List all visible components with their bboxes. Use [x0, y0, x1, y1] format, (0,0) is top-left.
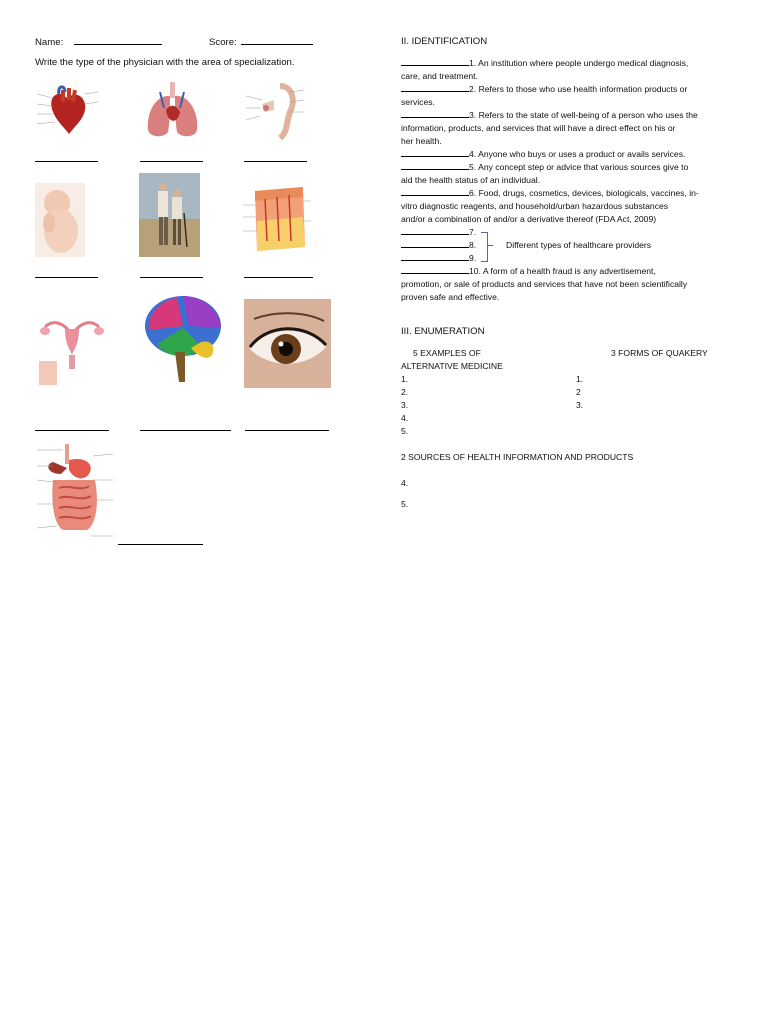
ident-item-10-cont: proven safe and effective.	[401, 292, 500, 302]
col2-list	[576, 373, 583, 412]
answer-blank-eye[interactable]	[245, 429, 329, 431]
ident-item-10-cont: promotion, or sale of products and services that have not been scientifically	[401, 279, 688, 289]
lungs-image	[140, 80, 205, 142]
sources-item-5: 5.	[401, 499, 409, 509]
list-item: 1.	[401, 374, 409, 384]
ident-item-6: 6. Food, drugs, cosmetics, devices, biologicals, vaccines, in-	[401, 187, 736, 200]
ident-blank-10[interactable]	[401, 266, 469, 274]
col2-title: 3 FORMS OF QUAKERY	[611, 348, 708, 358]
ident-item-3-cont: her health.	[401, 136, 442, 146]
ident-item-4: 4. Anyone who buys or uses a product or avails services.	[401, 148, 736, 161]
list-item: 2.	[401, 387, 409, 397]
ident-item-2-cont: services.	[401, 97, 435, 107]
female-reproductive-image	[35, 305, 109, 388]
list-item: 3.	[401, 400, 409, 410]
answer-blank-digestive[interactable]	[118, 543, 203, 545]
ident-item-3-cont: information, products, and services that will have a direct effect on his or	[401, 123, 676, 133]
ident-item-5-cont: aid the health status of an individual.	[401, 175, 541, 185]
baby-image	[35, 183, 85, 257]
ident-item-6-cont: and/or a combination of and/or a derivative thereof (FDA Act, 2009)	[401, 214, 657, 224]
score-row	[209, 35, 313, 48]
col1-list	[401, 373, 408, 438]
ident-blank-1[interactable]	[401, 58, 469, 66]
instruction-text: Write the type of the physician with the area of specialization.	[35, 57, 295, 68]
ident-blank-8[interactable]	[401, 240, 469, 248]
ident-blank-5[interactable]	[401, 162, 469, 170]
ident-item-10: 10. A form of a health fraud is any advertisement,	[401, 265, 736, 278]
ident-item-8: 8.	[401, 239, 736, 252]
ear-image	[244, 82, 306, 142]
answer-blank-elderly[interactable]	[140, 276, 203, 278]
ident-item-7: 7.	[401, 226, 736, 239]
name-blank[interactable]	[74, 35, 162, 45]
list-item: 4.	[401, 413, 409, 423]
ident-item-9: 9.	[401, 252, 736, 265]
skin-layers-image	[243, 181, 311, 257]
answer-blank-reproductive[interactable]	[35, 429, 109, 431]
bracket-tick	[487, 245, 493, 246]
answer-blank-skin[interactable]	[244, 276, 313, 278]
ident-item-2: 2. Refers to those who use health information products or	[401, 83, 736, 96]
col1-title-line2: ALTERNATIVE MEDICINE	[401, 361, 503, 371]
answer-blank-heart[interactable]	[35, 160, 98, 162]
bracket-note: Different types of healthcare providers	[506, 240, 652, 250]
answer-blank-baby[interactable]	[35, 276, 98, 278]
ident-item-1-cont: care, and treatment.	[401, 71, 478, 81]
ident-blank-3[interactable]	[401, 110, 469, 118]
sources-item-4: 4.	[401, 478, 409, 488]
ident-blank-9[interactable]	[401, 253, 469, 261]
ident-blank-4[interactable]	[401, 149, 469, 157]
ident-item-6-cont: vitro diagnostic reagents, and household/urban hazardous substances	[401, 201, 669, 211]
name-label: Name:	[35, 37, 64, 48]
score-blank[interactable]	[241, 35, 313, 45]
ident-item-3: 3. Refers to the state of well-being of a person who uses the	[401, 109, 736, 122]
enumeration-heading: III. ENUMERATION	[401, 326, 485, 337]
col1-title-line1: 5 EXAMPLES OF	[413, 348, 481, 358]
heart-image	[35, 80, 100, 140]
digestive-system-image	[35, 440, 115, 543]
ident-blank-7[interactable]	[401, 227, 469, 235]
list-item: 5.	[401, 426, 409, 436]
list-item: 3.	[576, 400, 584, 410]
eye-image	[244, 299, 331, 388]
ident-item-5: 5. Any concept step or advice that various sources give to	[401, 161, 736, 174]
list-item: 2	[576, 387, 581, 397]
ident-item-1: 1. An institution where people undergo medical diagnosis,	[401, 57, 736, 70]
elderly-couple-image	[139, 173, 200, 257]
answer-blank-lungs[interactable]	[140, 160, 203, 162]
list-item: 1.	[576, 374, 584, 384]
answer-blank-ear[interactable]	[244, 160, 307, 162]
name-row	[35, 35, 162, 48]
bracket	[481, 232, 488, 262]
identification-list	[401, 57, 736, 304]
identification-heading: II. IDENTIFICATION	[401, 36, 488, 47]
sources-title: 2 SOURCES OF HEALTH INFORMATION AND PRODUCTS	[401, 452, 634, 462]
score-label: Score:	[209, 37, 237, 48]
answer-blank-brain[interactable]	[140, 429, 231, 431]
ident-blank-6[interactable]	[401, 188, 469, 196]
ident-blank-2[interactable]	[401, 84, 469, 92]
brain-image	[139, 286, 225, 388]
